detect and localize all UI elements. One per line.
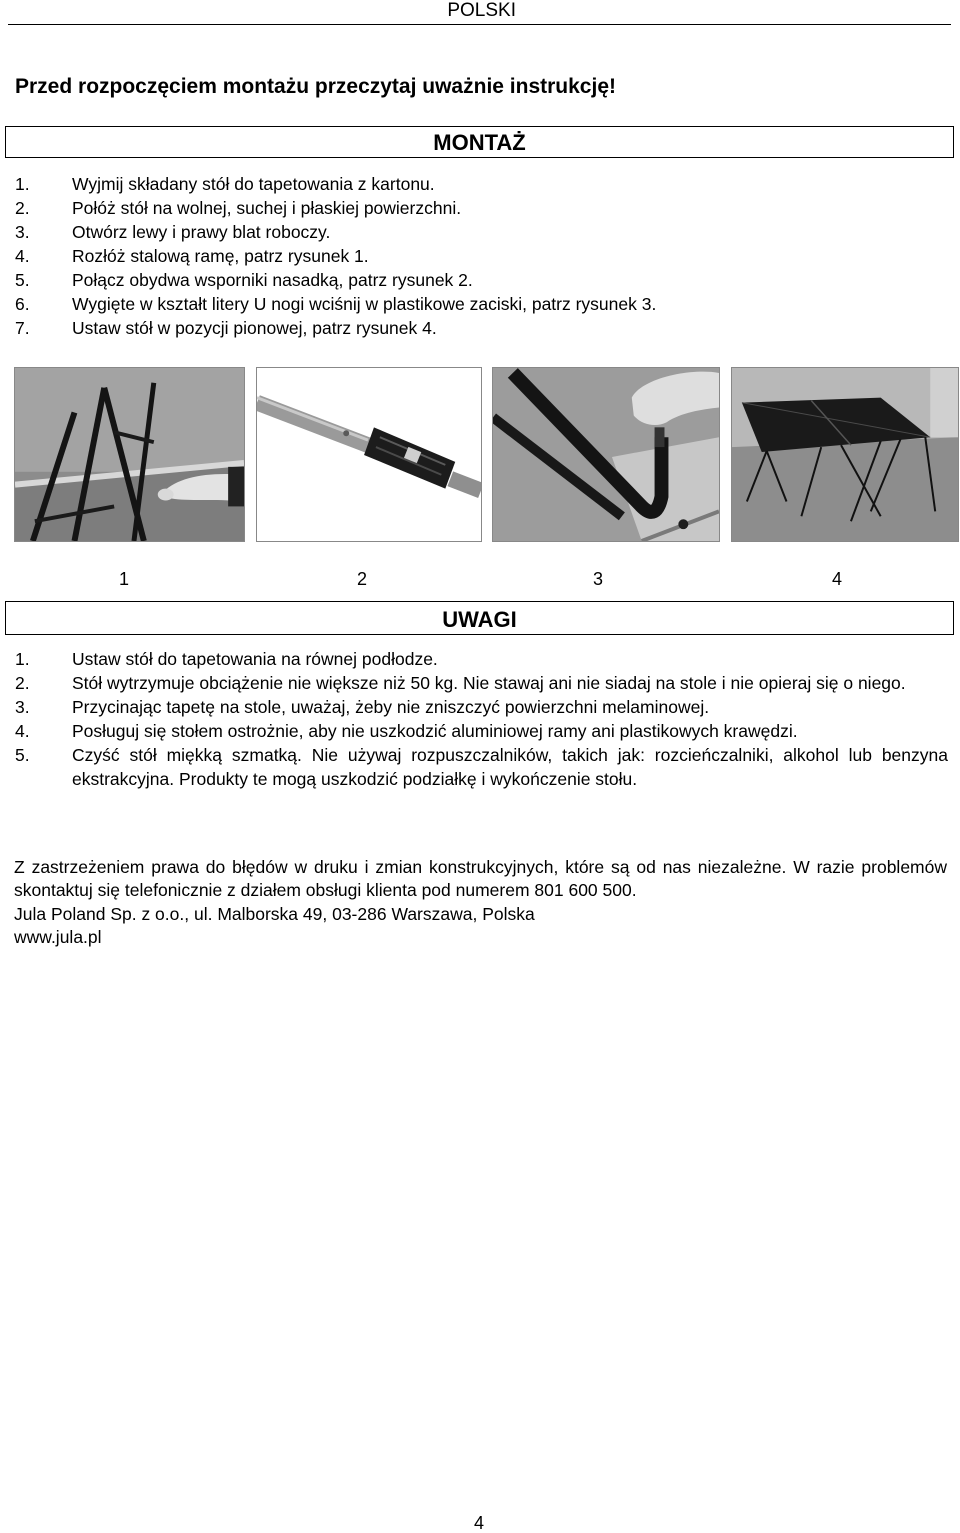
list-item (15, 743, 948, 791)
step-number: 4. (15, 246, 30, 266)
list-item (15, 196, 656, 220)
step-text: Wygięte w kształt litery U nogi wciśnij w plastikowe zaciski, patrz rysunek 3. (72, 294, 657, 314)
note-number: 1. (15, 649, 30, 669)
step-number: 7. (15, 318, 30, 338)
step-number: 2. (15, 198, 30, 218)
list-item (15, 719, 948, 743)
step-text: Ustaw stół w pozycji pionowej, patrz rysunek 4. (72, 318, 437, 338)
footer-contact (14, 856, 947, 949)
notes-list (15, 647, 948, 791)
list-item (15, 316, 656, 340)
note-text: Czyść stół miękką szmatką. Nie używaj rozpuszczalników, takich jak: rozcieńczalniki, alkohol lub benzyna ekstrakcyjna. Produkty te mogą uszkodzić podziałkę i wykończenie stołu. (72, 745, 948, 789)
list-item (15, 671, 948, 695)
language-label: POLSKI (447, 0, 516, 21)
note-text: Przycinając tapetę na stole, uważaj, żeby nie zniszczyć powierzchni melaminowej. (72, 697, 710, 717)
section-title-assembly: MONTAŻ (5, 126, 954, 158)
footer-disclaimer: Z zastrzeżeniem prawa do błędów w druku i zmian konstrukcyjnych, które są od nas niezależne. W razie problemów skontaktuj się telefonicznie z działem obsługi klienta pod numerem 801 600 500. (14, 857, 947, 901)
note-number: 3. (15, 697, 30, 717)
note-text: Ustaw stół do tapetowania na równej podłodze. (72, 649, 438, 669)
section-title-notes: UWAGI (5, 601, 954, 635)
step-number: 1. (15, 174, 30, 194)
list-item (15, 268, 656, 292)
step-text: Wyjmij składany stół do tapetowania z kartonu. (72, 174, 435, 194)
figure-label-3: 3 (593, 569, 604, 589)
header-divider (8, 24, 951, 25)
step-number: 5. (15, 270, 30, 290)
step-text: Połącz obydwa wsporniki nasadką, patrz rysunek 2. (72, 270, 473, 290)
figure-4-table-upright (731, 367, 959, 542)
note-number: 2. (15, 673, 30, 693)
note-text: Stół wytrzymuje obciążenie nie większe niż 50 kg. Nie stawaj ani nie siadaj na stole i nie opieraj się o niego. (72, 673, 906, 693)
step-number: 6. (15, 294, 30, 314)
legs-clips-illustration (493, 368, 719, 541)
step-text: Otwórz lewy i prawy blat roboczy. (72, 222, 331, 242)
note-text: Posługuj się stołem ostrożnie, aby nie uszkodzić aluminiowej ramy ani plastikowych krawędzi. (72, 721, 798, 741)
assembly-steps (15, 172, 656, 340)
connector-illustration (257, 368, 481, 541)
footer-website[interactable]: www.jula.pl (14, 926, 102, 947)
intro-warning: Przed rozpoczęciem montażu przeczytaj uważnie instrukcję! (15, 75, 616, 98)
list-item (15, 244, 656, 268)
list-item (15, 172, 656, 196)
figure-label-4: 4 (832, 569, 843, 589)
step-number: 3. (15, 222, 30, 242)
step-text: Rozłóż stalową ramę, patrz rysunek 1. (72, 246, 369, 266)
figure-1-unfold-frame (14, 367, 245, 542)
footer-address: Jula Poland Sp. z o.o., ul. Malborska 49, 03-286 Warszawa, Polska (14, 903, 535, 924)
note-number: 5. (15, 745, 30, 765)
figure-label-2: 2 (357, 569, 368, 589)
figure-label-1: 1 (119, 569, 130, 589)
list-item (15, 220, 656, 244)
figure-3-press-legs-into-clips (492, 367, 720, 542)
language-header (0, 0, 960, 22)
list-item (15, 292, 656, 316)
list-item (15, 647, 948, 671)
step-text: Połóż stół na wolnej, suchej i płaskiej powierzchni. (72, 198, 462, 218)
list-item (15, 695, 948, 719)
figure-2-connect-supports (256, 367, 482, 542)
table-illustration (732, 368, 958, 541)
note-number: 4. (15, 721, 30, 741)
page-number: 4 (474, 1513, 485, 1533)
frame-photo-illustration (15, 368, 244, 541)
